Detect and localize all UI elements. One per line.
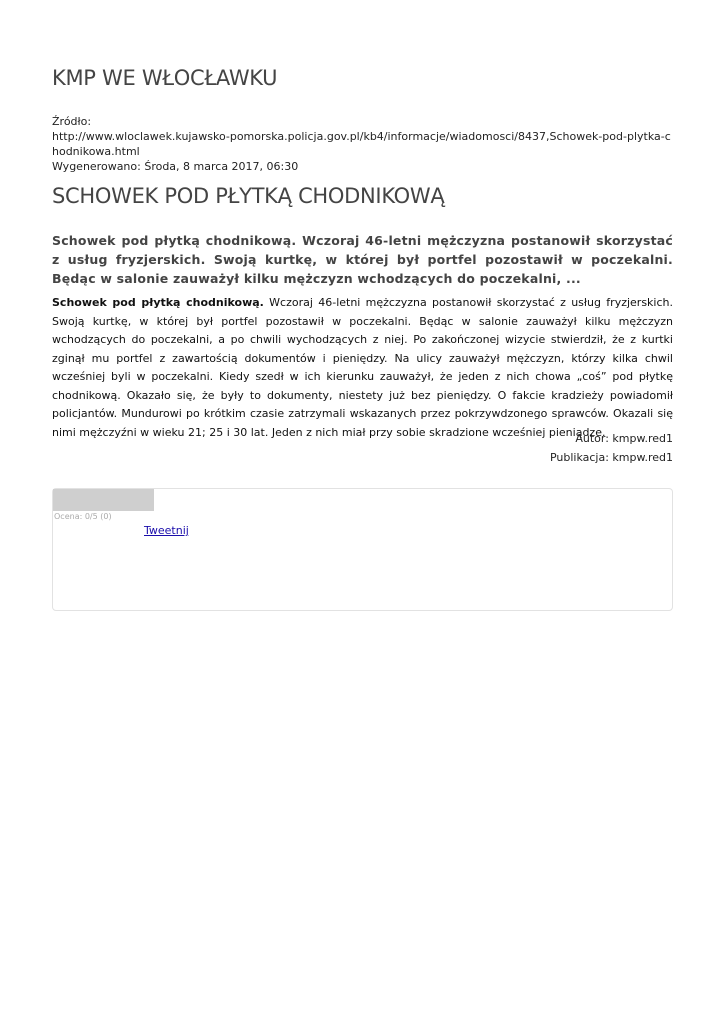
article-title: SCHOWEK POD PŁYTKĄ CHODNIKOWĄ	[52, 184, 445, 208]
rating-stars[interactable]	[53, 489, 154, 511]
author-info	[550, 430, 673, 467]
article-body-bold: Schowek pod płytką chodnikową.	[52, 296, 264, 309]
tweet-link[interactable]: Tweetnij	[144, 524, 189, 537]
article-body-text: Wczoraj 46-letni mężczyzna postanowił skorzystać z usług fryzjerskich. Swoją kurtkę, w której był portfel pozostawił w poczekalni. Będąc w salonie zauważył kilku mężczyzn wchodzących do poczekalni, a po chwili wychodzących z niej. Po zakończonej wizycie stwierdził, że z kurtki zginął mu portfel z zawartością dokumentów i pieniędzy. Na ulicy zauważył mężczyzn, którzy kilka chwil wcześniej byli w poczekalni. Kiedy szedł w ich kierunku zauważył, że jeden z nich chowa „coś” pod płytkę chodnikową. Okazało się, że były to dokumenty, niestety już bez pieniędzy. O fakcie kradzieży powiadomił policjantów. Mundurowi po krótkim czasie zatrzymali wskazanych przez pokrzywdzonego sprawców. Okazali się nimi mężczyźni w wieku 21; 25 i 30 lat. Jeden z nich miał przy sobie skradzione wcześniej pieniądze.	[52, 296, 673, 439]
author-line: Autor: kmpw.red1	[575, 432, 673, 445]
site-title: KMP WE WŁOCŁAWKU	[52, 66, 278, 90]
source-meta	[52, 114, 673, 174]
article-body	[52, 294, 673, 442]
generated-date: Wygenerowano: Środa, 8 marca 2017, 06:30	[52, 160, 299, 173]
source-url: http://www.wloclawek.kujawsko-pomorska.policja.gov.pl/kb4/informacje/wiadomosci/8437,Schowek-pod-plytka-chodnikowa.html	[52, 130, 671, 158]
article-lead: Schowek pod płytką chodnikową. Wczoraj 46-letni mężczyzna postanowił skorzystać z usług fryzjerskich. Swoją kurtkę, w której był portfel pozostawił w poczekalni. Będąc w salonie zauważył kilku mężczyzn wchodzących do poczekalni, ...	[52, 233, 673, 286]
social-box	[52, 488, 673, 611]
rating-text: Ocena: 0/5 (0)	[54, 512, 112, 521]
publication-line: Publikacja: kmpw.red1	[549, 450, 673, 464]
source-label: Źródło:	[52, 115, 92, 128]
